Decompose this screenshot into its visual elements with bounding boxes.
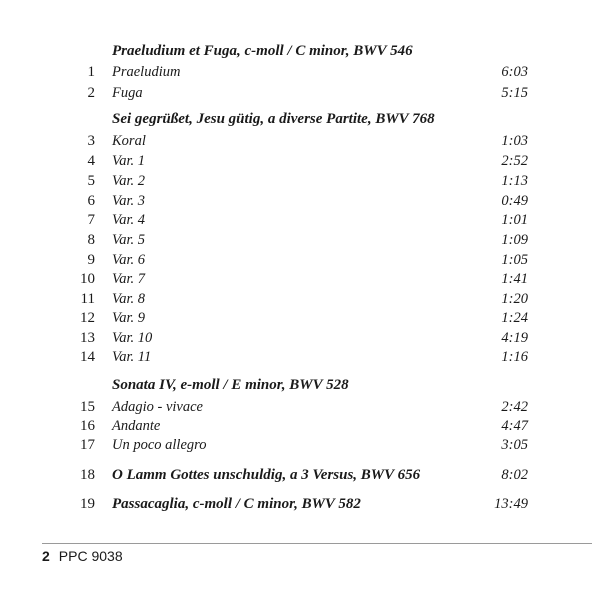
- track-number: 16: [80, 418, 95, 434]
- track-title: O Lamm Gottes unschuldig, a 3 Versus, BWV 656: [112, 467, 421, 483]
- catalog-number: PPC 9038: [58, 548, 123, 564]
- track-title: Var. 8: [112, 291, 146, 307]
- track-number: 7: [87, 212, 95, 228]
- track-number: 15: [80, 399, 95, 415]
- track-title: Var. 2: [112, 173, 146, 189]
- track-title: Un poco allegro: [112, 437, 207, 453]
- track-number: 6: [87, 193, 95, 209]
- track-duration: 6:03: [501, 64, 528, 80]
- track-number: 4: [87, 153, 95, 169]
- footer-divider: [42, 543, 592, 544]
- track-title: Var. 1: [112, 153, 146, 169]
- track-title: Var. 9: [112, 310, 146, 326]
- track-number: 18: [80, 467, 95, 483]
- track-number: 10: [80, 271, 95, 287]
- track-title: Var. 3: [112, 193, 146, 209]
- track-duration: 1:20: [501, 291, 528, 307]
- track-title: Var. 5: [112, 232, 146, 248]
- track-title: Fuga: [112, 85, 143, 101]
- track-duration: 5:15: [501, 85, 528, 101]
- track-number: 1: [87, 64, 95, 80]
- track-title: Praeludium: [112, 64, 181, 80]
- track-number: 14: [80, 349, 95, 365]
- track-number: 12: [80, 310, 95, 326]
- track-number: 9: [87, 252, 95, 268]
- track-duration: 1:41: [501, 271, 528, 287]
- work-heading: Praeludium et Fuga, c-moll / C minor, BWV 546: [112, 43, 413, 59]
- track-duration: 1:13: [501, 173, 528, 189]
- track-title: Andante: [112, 418, 161, 434]
- track-duration: 1:16: [501, 349, 528, 365]
- track-duration: 1:09: [501, 232, 528, 248]
- track-duration: 0:49: [501, 193, 528, 209]
- track-title: Var. 10: [112, 330, 153, 346]
- work-heading: Sonata IV, e-moll / E minor, BWV 528: [112, 377, 349, 393]
- track-number: 8: [87, 232, 95, 248]
- track-title: Var. 4: [112, 212, 146, 228]
- track-duration: 4:47: [501, 418, 528, 434]
- track-duration: 1:01: [501, 212, 528, 228]
- track-title: Passacaglia, c-moll / C minor, BWV 582: [112, 496, 361, 512]
- track-duration: 1:03: [501, 133, 528, 149]
- track-duration: 4:19: [501, 330, 528, 346]
- track-number: 17: [80, 437, 95, 453]
- track-number: 3: [87, 133, 95, 149]
- track-title: Koral: [112, 133, 146, 149]
- track-title: Adagio - vivace: [112, 399, 203, 415]
- track-duration: 13:49: [494, 496, 528, 512]
- track-title: Var. 6: [112, 252, 146, 268]
- footer: [42, 548, 123, 564]
- page-number: 2: [42, 548, 50, 564]
- track-duration: 3:05: [501, 437, 528, 453]
- track-number: 11: [80, 291, 95, 307]
- track-number: 19: [80, 496, 95, 512]
- track-duration: 2:52: [501, 153, 528, 169]
- track-title: Var. 7: [112, 271, 146, 287]
- track-number: 2: [87, 85, 95, 101]
- work-heading: Sei gegrüßet, Jesu gütig, a diverse Partite, BWV 768: [112, 111, 435, 127]
- track-number: 13: [80, 330, 95, 346]
- track-duration: 1:24: [501, 310, 528, 326]
- track-title: Var. 11: [112, 349, 152, 365]
- track-duration: 8:02: [501, 467, 528, 483]
- track-duration: 1:05: [501, 252, 528, 268]
- track-duration: 2:42: [501, 399, 528, 415]
- track-number: 5: [87, 173, 95, 189]
